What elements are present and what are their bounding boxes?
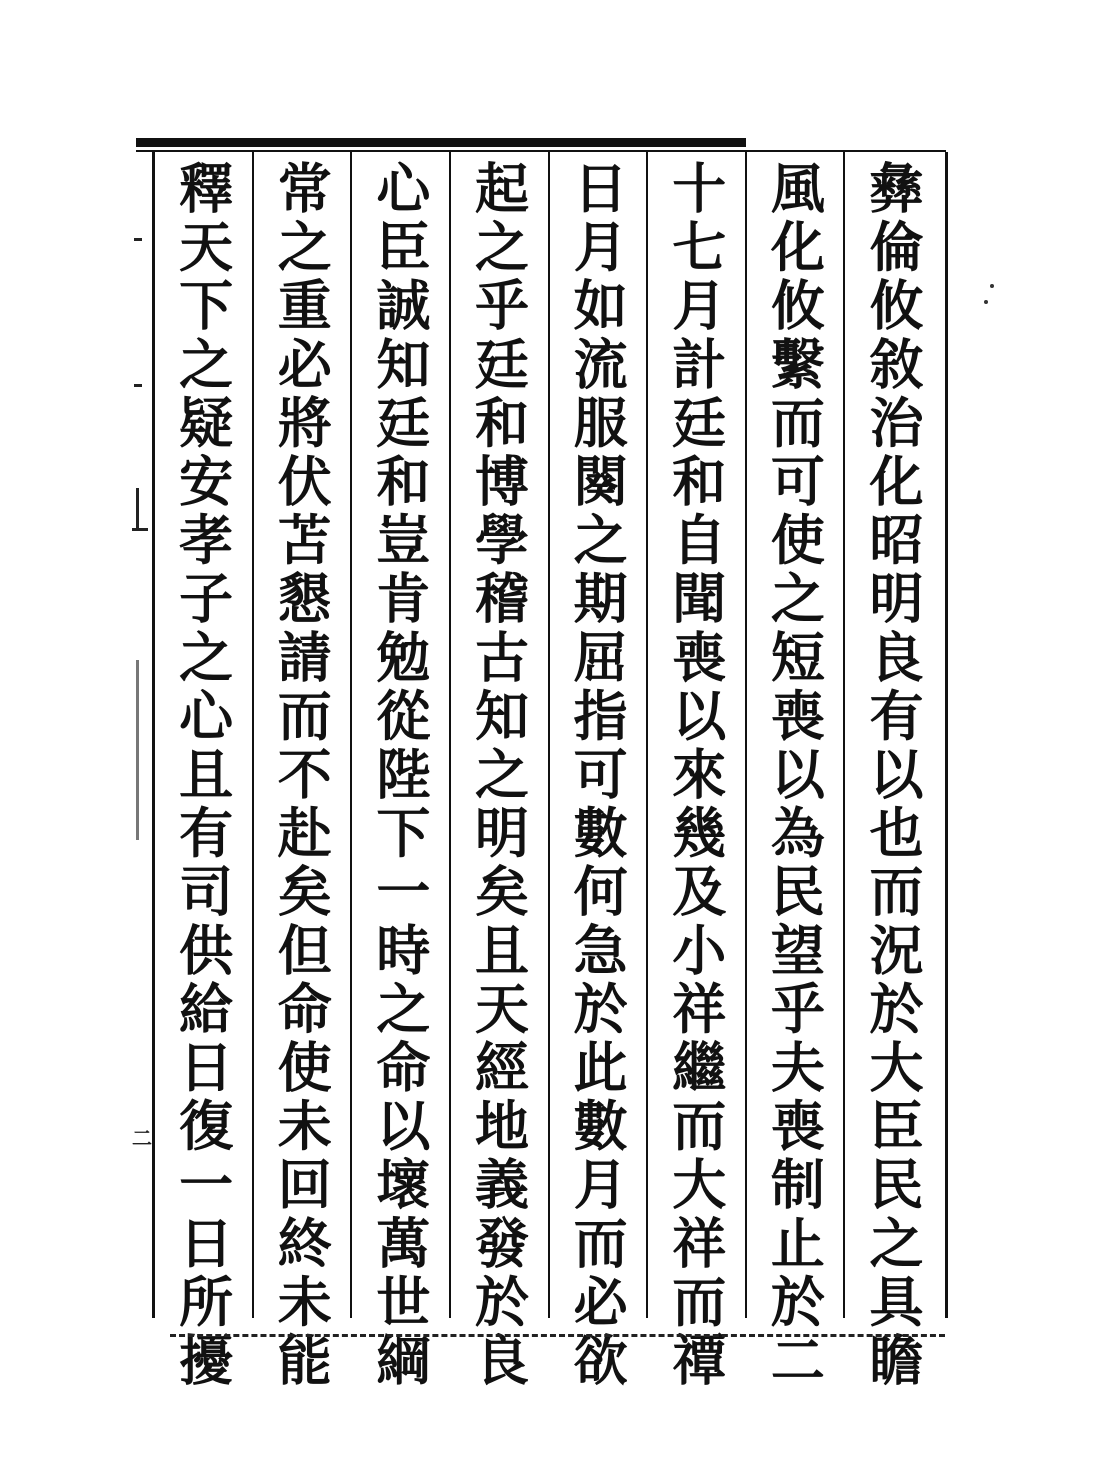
text-column-2 [745, 152, 844, 1391]
margin-mark [136, 660, 139, 840]
column-text: 起之乎廷和博學稽古知之明矣且天經地義發於良 [466, 160, 531, 1391]
text-column-1 [843, 152, 942, 1391]
column-text: 十七月計廷和自聞喪以來幾及小祥繼而大祥而禫 [663, 160, 728, 1391]
margin-mark [134, 238, 142, 241]
margin-mark [132, 528, 148, 531]
text-column-3 [646, 152, 745, 1391]
column-text: 釋天下之疑安孝子之心且有司供給日復一日所擾 [170, 160, 235, 1391]
bottom-border-line [170, 1334, 945, 1337]
column-text: 心臣誠知廷和豈肯勉從陛下一時之命以壞萬世綱 [367, 160, 432, 1391]
speck [984, 300, 988, 304]
text-column-7 [252, 152, 351, 1391]
text-columns [155, 152, 942, 1391]
column-text: 日月如流服闋之期屈指可數何急於此數月而必欲 [565, 160, 630, 1391]
text-column-4 [548, 152, 647, 1391]
margin-mark [136, 488, 139, 528]
column-text: 風化攸繫而可使之短喪以為民望乎夫喪制止於二 [762, 160, 827, 1391]
text-column-8 [155, 152, 252, 1391]
margin-mark [134, 384, 142, 387]
text-column-5 [449, 152, 548, 1391]
margin-page-number: 二 [132, 1126, 152, 1150]
speck [990, 284, 994, 288]
text-column-6 [350, 152, 449, 1391]
column-text: 彝倫攸敘治化昭明良有以也而況於大臣民之具瞻 [861, 160, 925, 1391]
top-border-bar [136, 138, 746, 147]
column-text: 常之重必將伏苫懇請而不赴矣但命使未回終未能 [269, 160, 334, 1391]
